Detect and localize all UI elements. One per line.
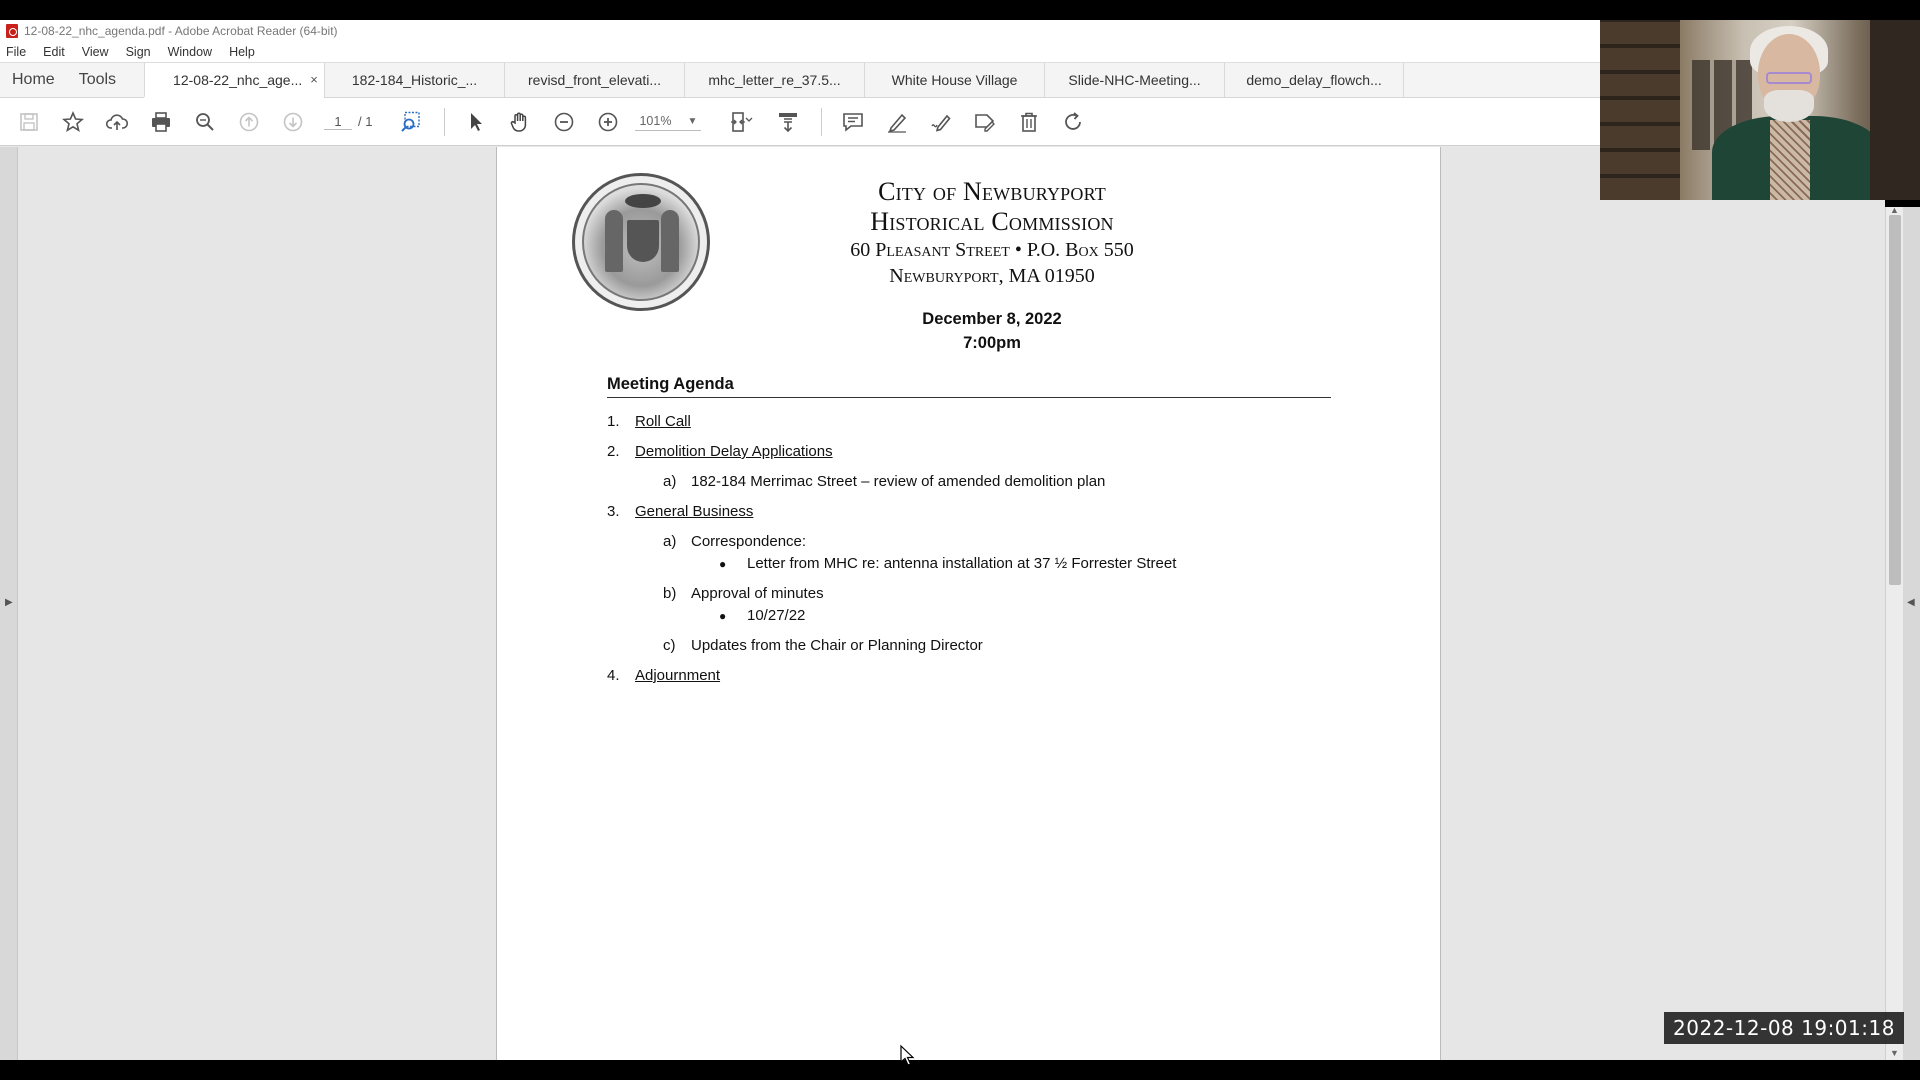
letterhead-city-zip: Newburyport, MA 01950	[889, 265, 1095, 287]
page-number-input[interactable]: 1	[324, 114, 352, 130]
tag-edit-icon	[973, 110, 997, 134]
pdf-page	[496, 147, 1441, 1060]
scroll-up-icon[interactable]: ▲	[1890, 205, 1899, 215]
bookmark-button[interactable]	[56, 105, 90, 139]
menu-help[interactable]: Help	[229, 45, 255, 59]
tab-front-elevation[interactable]: revisd_front_elevati...	[504, 63, 684, 97]
agenda-item-number: 2.	[607, 443, 620, 460]
mouse-pointer-icon	[900, 1045, 916, 1067]
menu-view[interactable]: View	[81, 45, 109, 59]
page-fit-button[interactable]	[721, 105, 761, 139]
agenda-subitem-text: Correspondence:	[691, 533, 807, 550]
bookshelf-background	[1600, 20, 1680, 200]
upload-cloud-button[interactable]	[100, 105, 134, 139]
hand-tool-button[interactable]	[503, 105, 537, 139]
agenda-item-number: 1.	[607, 413, 620, 430]
agenda-bullet-mhc-letter	[719, 555, 1176, 572]
agenda-item-2	[607, 443, 833, 460]
tab-nhc-agenda[interactable]	[144, 63, 324, 98]
menu-edit[interactable]: Edit	[43, 45, 65, 59]
arrow-up-circle-icon	[237, 110, 261, 134]
menu-sign[interactable]: Sign	[125, 45, 151, 59]
webcam-video-feed	[1600, 20, 1920, 200]
menu-window[interactable]: Window	[167, 45, 213, 59]
agenda-item-2a	[663, 473, 1105, 490]
scroll-down-icon[interactable]: ▼	[1890, 1048, 1899, 1058]
scrollbar-thumb[interactable]	[1889, 215, 1901, 585]
agenda-item-number: 4.	[607, 667, 620, 684]
agenda-item-label: General Business	[635, 503, 754, 520]
fit-page-icon	[729, 110, 753, 134]
meeting-date: December 8, 2022	[922, 310, 1062, 328]
trash-icon	[1017, 110, 1041, 134]
hand-icon	[508, 110, 532, 134]
chevron-down-icon: ▼	[687, 115, 698, 127]
agenda-subitem-text: Approval of minutes	[691, 585, 824, 602]
previous-page-button[interactable]	[232, 105, 266, 139]
letterhead-city: City of Newburyport	[878, 177, 1106, 206]
letterhead-address: 60 Pleasant Street • P.O. Box 550	[850, 239, 1134, 261]
agenda-item-1	[607, 413, 691, 430]
agenda-item-label: Adjournment	[635, 667, 721, 684]
zoom-level-value: 101%	[639, 114, 672, 128]
expand-left-icon: ◀	[1907, 597, 1915, 608]
dark-background-right	[1870, 20, 1920, 200]
highlighter-pen-icon	[885, 110, 909, 134]
toolbar	[0, 98, 1600, 146]
agenda-item-label: Roll Call	[635, 413, 691, 430]
select-tool-button[interactable]	[459, 105, 493, 139]
menu-file[interactable]: File	[6, 45, 27, 59]
title-bar	[0, 20, 1600, 42]
letterhead-commission: Historical Commission	[870, 207, 1114, 236]
agenda-item-4	[607, 667, 720, 684]
tab-label: 12-08-22_nhc_age...	[173, 71, 303, 88]
fill-sign-button[interactable]	[924, 105, 958, 139]
scroll-mode-icon	[776, 110, 800, 134]
page-total: / 1	[358, 114, 373, 129]
agenda-bullet-minutes-date	[719, 607, 805, 624]
vertical-scrollbar[interactable]	[1885, 207, 1903, 1060]
agenda-heading: Meeting Agenda	[607, 375, 1331, 398]
toolbar-divider-2	[821, 108, 822, 136]
comment-icon	[841, 110, 865, 134]
agenda-item-3b	[663, 585, 824, 602]
right-panel-toggle[interactable]	[1903, 207, 1920, 1060]
zoom-search-icon	[193, 110, 217, 134]
city-seal-image	[572, 173, 710, 311]
agenda-subitem-text: Updates from the Chair or Planning Director	[691, 637, 983, 654]
rotate-icon	[1061, 110, 1085, 134]
save-icon	[17, 110, 41, 134]
seal-eagle	[625, 194, 661, 208]
send-for-signature-button[interactable]	[968, 105, 1002, 139]
nav-home[interactable]: Home	[12, 71, 55, 88]
printer-icon	[149, 110, 173, 134]
document-viewport[interactable]	[18, 147, 1885, 1060]
meeting-datetime	[727, 307, 1257, 355]
tab-mhc-letter[interactable]: mhc_letter_re_37.5...	[684, 63, 864, 97]
agenda-subitem-letter: a)	[663, 533, 677, 550]
page-thumbnail-search-button[interactable]	[394, 105, 428, 139]
bullet-dot: ●	[719, 557, 727, 571]
page-zoom-icon	[399, 110, 423, 134]
seal-figure-right	[661, 210, 679, 272]
person-shirt	[1770, 120, 1810, 200]
save-button[interactable]	[12, 105, 46, 139]
recording-timestamp: 2022-12-08 19:01:18	[1664, 1012, 1904, 1044]
scroll-mode-button[interactable]	[771, 105, 805, 139]
person-beard	[1764, 90, 1814, 122]
agenda-item-label: Demolition Delay Applications	[635, 443, 833, 460]
agenda-subitem-letter: c)	[663, 637, 676, 654]
plus-circle-icon	[596, 110, 620, 134]
bullet-text: 10/27/22	[747, 607, 806, 624]
letterhead	[727, 177, 1257, 289]
tab-white-house-village[interactable]: White House Village	[864, 63, 1044, 97]
delete-button[interactable]	[1012, 105, 1046, 139]
seal-shield	[627, 220, 659, 262]
document-workspace	[0, 147, 1600, 1060]
star-icon	[61, 110, 85, 134]
agenda-subitem-letter: b)	[663, 585, 677, 602]
bullet-text: Letter from MHC re: antenna installation at 37 ½ Forrester Street	[747, 555, 1177, 572]
cursor-arrow-icon	[464, 110, 488, 134]
zoom-level-select[interactable]	[635, 112, 701, 131]
seal-figure-left	[605, 210, 623, 272]
zoom-out-button[interactable]	[547, 105, 581, 139]
agenda-item-3a	[663, 533, 806, 550]
agenda-item-number: 3.	[607, 503, 620, 520]
agenda-subitem-letter: a)	[663, 473, 677, 490]
meeting-time: 7:00pm	[963, 334, 1021, 352]
tab-slide-nhc-meeting[interactable]: Slide-NHC-Meeting...	[1044, 63, 1224, 97]
next-page-button[interactable]	[276, 105, 310, 139]
agenda-item-3	[607, 503, 753, 520]
highlight-button[interactable]	[880, 105, 914, 139]
toolbar-divider	[444, 108, 445, 136]
rotate-button[interactable]	[1056, 105, 1090, 139]
nav-tools[interactable]: Tools	[78, 71, 117, 88]
zoom-in-button[interactable]	[591, 105, 625, 139]
person-glasses	[1766, 72, 1812, 84]
page-number-field	[324, 114, 372, 130]
minus-circle-icon	[552, 110, 576, 134]
agenda-item-3c	[663, 637, 983, 654]
sign-pen-icon	[929, 110, 953, 134]
window-title: 12-08-22_nhc_agenda.pdf - Adobe Acrobat Reader (64-bit)	[24, 24, 338, 38]
tab-historic[interactable]: 182-184_Historic_...	[324, 63, 504, 97]
acrobat-window	[0, 20, 1600, 1060]
find-button[interactable]	[188, 105, 222, 139]
tab-demo-delay-flowchart[interactable]: demo_delay_flowch...	[1224, 63, 1404, 97]
left-panel-toggle[interactable]	[0, 147, 18, 1060]
cloud-upload-icon	[105, 110, 129, 134]
menu-bar	[0, 42, 1600, 62]
arrow-down-circle-icon	[281, 110, 305, 134]
agenda-subitem-text: 182-184 Merrimac Street – review of amended demolition plan	[691, 473, 1106, 490]
bullet-dot: ●	[719, 609, 727, 623]
expand-right-icon: ▶	[5, 597, 13, 608]
tab-close-icon[interactable]: ×	[310, 72, 318, 87]
tab-bar	[0, 62, 1600, 98]
acrobat-pdf-icon	[6, 24, 18, 38]
print-button[interactable]	[144, 105, 178, 139]
comment-button[interactable]	[836, 105, 870, 139]
